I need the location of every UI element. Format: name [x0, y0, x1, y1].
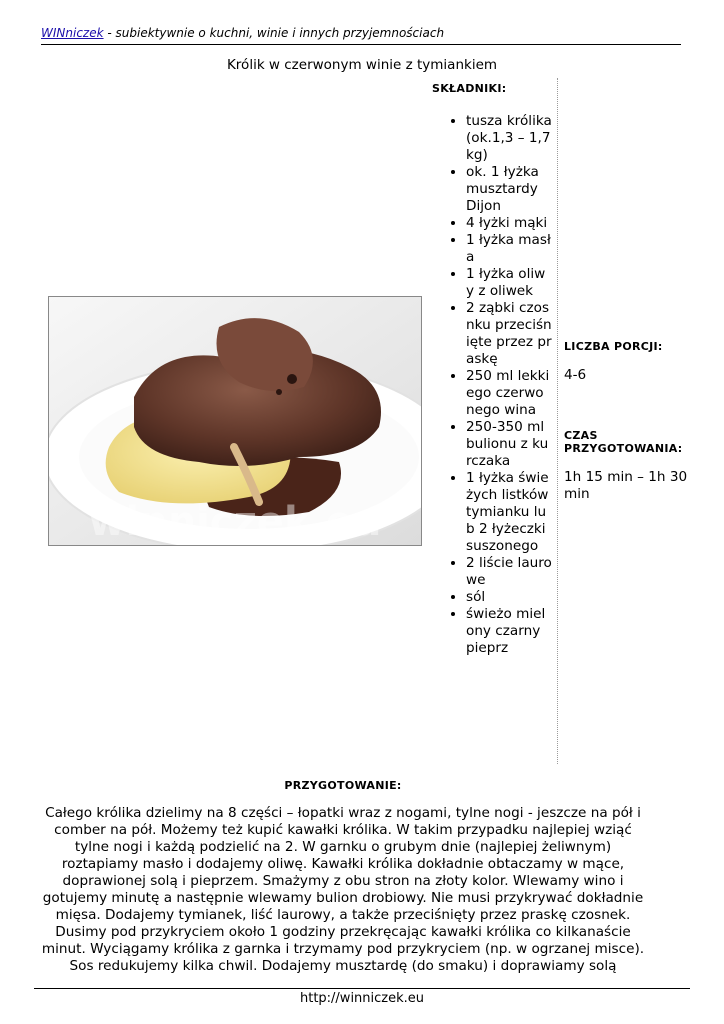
ingredient-item: • 4 łyżki mąki — [466, 215, 552, 232]
page-footer — [34, 988, 690, 1006]
ingredients-list — [432, 113, 552, 657]
portions-value: 4-6 — [564, 367, 587, 383]
site-tagline: - subiektywnie o kuchni, winie i innych przyjemnościach — [103, 26, 445, 40]
ingredient-item: • ok. 1 łyżka musztardy Dijon — [466, 164, 552, 215]
recipe-title: Królik w czerwonym winie z tymiankiem — [226, 57, 498, 73]
ingredient-item: • 2 ząbki czosnku przeciśnięte przez praskę — [466, 300, 552, 368]
ingredient-item: • 250-350 ml bulionu z kurczaka — [466, 419, 552, 470]
recipe-photo — [48, 296, 422, 546]
ingredient-item: • 2 liście laurowe — [466, 555, 552, 589]
ingredient-item: • tusza królika (ok.1,3 – 1,7 kg) — [466, 113, 552, 164]
ingredient-item: • świeżo mielony czarny pieprz — [466, 606, 552, 657]
photo-watermark: winniczek.eu — [88, 499, 382, 545]
portions-section — [564, 340, 694, 384]
column-divider — [557, 78, 558, 764]
site-link[interactable]: WINniczek — [41, 26, 104, 40]
ingredient-item: • 250 ml lekkiego czerwonego wina — [466, 368, 552, 419]
ingredient-item: • 1 łyżka świeżych listków tymianku lub 2 łyżeczki suszonego — [466, 470, 552, 555]
footer-url[interactable]: http://winniczek.eu — [299, 991, 425, 1006]
time-label: CZAS PRZYGOTOWANIA: — [564, 429, 683, 455]
ingredients-heading: SKŁADNIKI: — [432, 82, 507, 95]
ingredient-item: • 1 łyżka oliwy z oliwek — [466, 266, 552, 300]
portions-label: LICZBA PORCJI: — [564, 340, 663, 353]
rabbit-dish-image — [49, 297, 421, 545]
ingredients-section — [432, 82, 552, 657]
page-header — [41, 26, 681, 45]
time-section — [564, 429, 694, 503]
ingredient-item: • sól — [466, 589, 552, 606]
time-value: 1h 15 min – 1h 30 min — [564, 469, 688, 502]
preparation-text: Całego królika dzielimy na 8 części – łopatki wraz z nogami, tylne nogi - jeszcze na pół i comber na pół. Możemy też kupić kawałki królika. W takim przypadku najlepiej wziąć tylne nogi i każdą podzielić na 2. W garnku o grubym dnie (najlepiej żeliwnym) roztapiamy masło i dodajemy oliwę. Kawałki królika dokładnie obtaczamy w mące, doprawionej solą i pieprzem. Smażymy z obu stron na złoty kolor. Wlewamy wino i gotujemy minutę a następnie wlewamy bulion drobiowy. Nie musi przykrywać dokładnie mięsa. Dodajemy tymianek, liść laurowy, a także przeciśnięty przez praskę czosnek. Dusimy pod przykryciem około 1 godziny przekręcając kawałki królika co kilkanaście minut. Wyciągamy królika z garnka i trzymamy pod przykryciem (np. w ogrzanej misce). Sos redukujemy kilka chwil. Dodajemy musztardę (do smaku) i doprawiamy solą — [41, 805, 645, 974]
ingredient-item: • 1 łyżka masła — [466, 232, 552, 266]
preparation-heading: PRZYGOTOWANIE: — [284, 779, 402, 792]
